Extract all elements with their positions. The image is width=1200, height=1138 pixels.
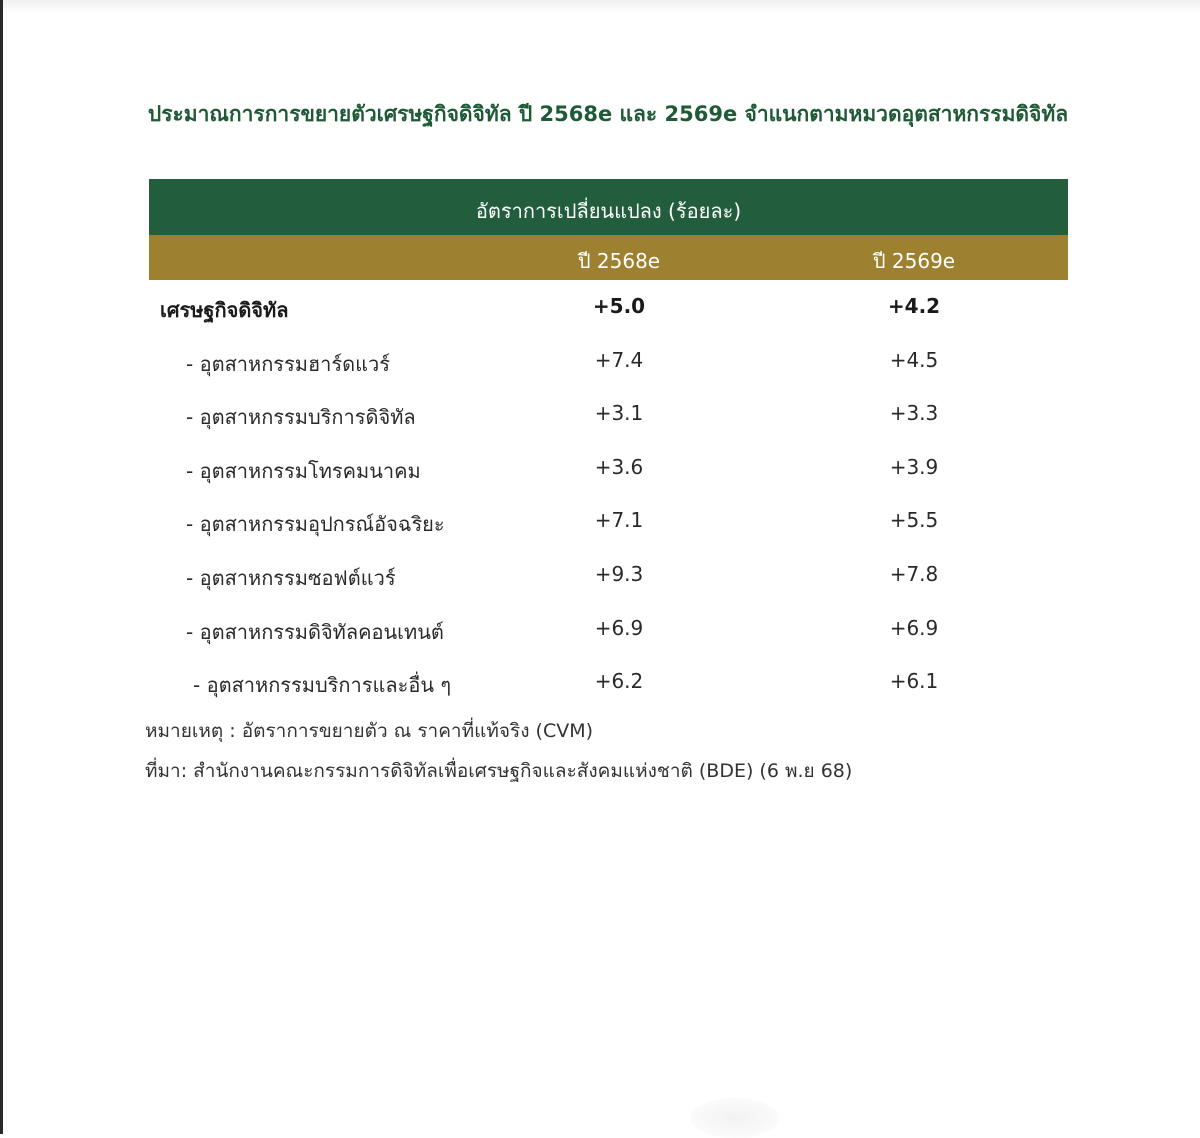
row-value-2568e: +3.1 (594, 401, 644, 426)
page-title: ประมาณการการขยายตัวเศรษฐกิจดิจิทัล ปี 2568e และ 2569e จำแนกตามหมวดอุตสาหกรรมดิจิทัล (147, 102, 1069, 126)
table-header-years (149, 235, 1068, 280)
row-value-2569e: +4.2 (887, 294, 941, 318)
row-value-2569e: +3.3 (889, 401, 939, 426)
row-value-2568e: +6.2 (594, 669, 644, 694)
table-row-software (149, 548, 1068, 602)
growth-table (149, 179, 1068, 709)
table-row-digital-services (149, 387, 1068, 441)
source-note: ที่มา: สำนักงานคณะกรรมการดิจิทัลเพื่อเศรษฐกิจและสังคมแห่งชาติ (BDE) (6 พ.ย 68) (145, 760, 853, 782)
window-top-shadow (0, 0, 1200, 14)
row-value-2569e: +6.1 (889, 669, 939, 694)
row-label: - อุตสาหกรรมซอฟต์แวร์ (186, 565, 396, 590)
blur-artifact (690, 1098, 780, 1138)
row-value-2569e: +3.9 (889, 454, 939, 479)
row-value-2568e: +3.6 (594, 454, 644, 479)
row-label: - อุตสาหกรรมบริการและอื่น ๆ (193, 673, 452, 698)
row-value-2568e: +6.9 (594, 615, 644, 640)
row-label: - อุตสาหกรรมอุปกรณ์อัจฉริยะ (186, 512, 445, 537)
table-row-hardware (149, 334, 1068, 388)
row-value-2568e: +5.0 (592, 294, 646, 318)
row-label: - อุตสาหกรรมฮาร์ดแวร์ (186, 351, 391, 376)
table-row-digital-content (149, 602, 1068, 656)
row-label: - อุตสาหกรรมบริการดิจิทัล (186, 405, 416, 430)
column-header-2568e: ปี 2568e (577, 249, 661, 273)
column-header-2569e: ปี 2569e (872, 249, 956, 273)
table-row-telecom (149, 441, 1068, 495)
table-row-digital-economy (149, 280, 1068, 334)
row-value-2569e: +5.5 (889, 508, 939, 533)
footnote: หมายเหตุ : อัตราการขยายตัว ณ ราคาที่แท้จริง (CVM) (145, 720, 594, 742)
row-value-2568e: +9.3 (594, 561, 644, 586)
row-value-2568e: +7.4 (594, 347, 644, 372)
row-value-2569e: +4.5 (889, 347, 939, 372)
row-value-2569e: +6.9 (889, 615, 939, 640)
row-label: - อุตสาหกรรมโทรคมนาคม (186, 458, 421, 483)
table-row-services-other (149, 655, 1068, 709)
window-left-border (0, 0, 3, 1134)
table-header-main (149, 179, 1068, 235)
row-value-2568e: +7.1 (594, 508, 644, 533)
table-header-main-label: อัตราการเปลี่ยนแปลง (ร้อยละ) (475, 199, 742, 223)
row-value-2569e: +7.8 (889, 561, 939, 586)
row-label: - อุตสาหกรรมดิจิทัลคอนเทนต์ (186, 619, 444, 644)
row-label: เศรษฐกิจดิจิทัล (160, 298, 289, 322)
table-body (149, 280, 1068, 709)
table-row-smart-devices (149, 494, 1068, 548)
